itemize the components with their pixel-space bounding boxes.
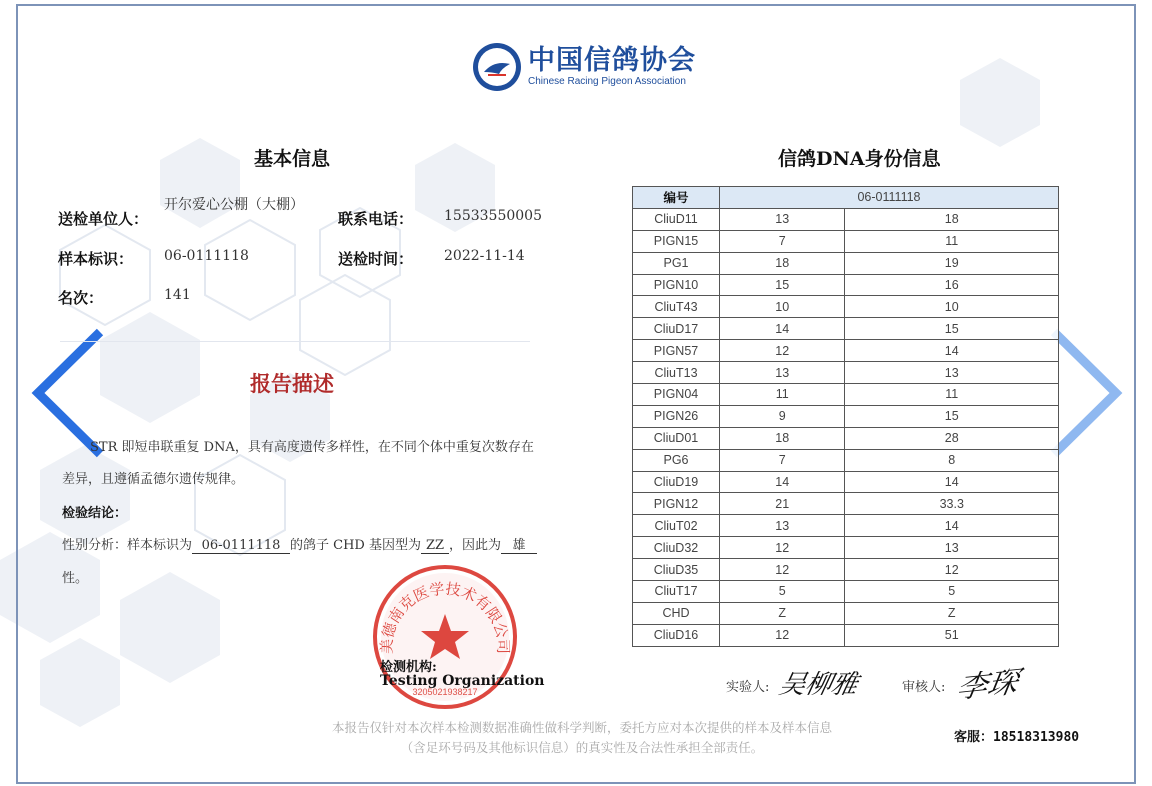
- pigeon-association-emblem-icon: [472, 42, 522, 92]
- locus-cell: CliuD32: [633, 537, 720, 559]
- reviewer-signature: 李琛: [953, 664, 1021, 707]
- allele-1-cell: 13: [720, 515, 845, 537]
- report-description-line2: 差异，且遵循孟德尔遗传规律。: [62, 472, 245, 487]
- locus-cell: PG1: [633, 252, 720, 274]
- table-row: [633, 493, 1059, 515]
- allele-2-cell: 16: [845, 274, 1059, 296]
- submit-date-label: 送检时间：: [338, 250, 414, 268]
- genotype-value: ZZ: [421, 538, 449, 554]
- customer-service-label: 客服：: [954, 730, 994, 745]
- seal-number: 3205021938217: [412, 687, 478, 697]
- allele-1-cell: 13: [720, 362, 845, 384]
- disclaimer-line1: 本报告仅针对本次样本检测数据准确性做科学判断，委托方应对本次提供的样本及样本信息: [331, 720, 832, 735]
- allele-1-cell: 15: [720, 274, 845, 296]
- table-row: [633, 559, 1059, 581]
- report-description-line1: STR 即短串联重复 DNA，具有高度遗传多样性，在不同个体中重复次数存在: [90, 440, 534, 455]
- locus-cell: CHD: [633, 602, 720, 624]
- allele-2-cell: 51: [845, 624, 1059, 646]
- rank-label: 名次：: [58, 289, 104, 307]
- locus-cell: CliuD01: [633, 427, 720, 449]
- section-divider: [60, 341, 530, 342]
- table-row: [633, 274, 1059, 296]
- association-logo: [472, 42, 696, 92]
- table-row: [633, 624, 1059, 646]
- conclusion-label: 检验结论：: [62, 506, 128, 521]
- table-row: [633, 581, 1059, 603]
- sample-id-label: 样本标识：: [58, 250, 134, 268]
- dna-profile-table: [632, 186, 1059, 647]
- customer-service-phone: 18518313980: [993, 730, 1080, 745]
- allele-2-cell: 18: [845, 208, 1059, 230]
- id-value-cell: 06-0111118: [720, 187, 1059, 209]
- sex-analysis: [62, 534, 537, 554]
- allele-1-cell: Z: [720, 602, 845, 624]
- allele-1-cell: 12: [720, 340, 845, 362]
- allele-1-cell: 21: [720, 493, 845, 515]
- sender-value: 开尔爱心公棚（大棚）: [164, 197, 304, 213]
- locus-cell: PIGN26: [633, 405, 720, 427]
- customer-service: [954, 726, 1079, 745]
- tester-signature: 吴柳雅: [776, 670, 861, 700]
- allele-2-cell: 15: [845, 405, 1059, 427]
- allele-2-cell: 5: [845, 581, 1059, 603]
- sex-analysis-middle: 的鸽子 CHD 基因型为: [290, 538, 421, 553]
- allele-1-cell: 14: [720, 471, 845, 493]
- table-row: [633, 208, 1059, 230]
- logo-english-name: Chinese Racing Pigeon Association: [528, 76, 686, 87]
- reviewer-label: 审核人:: [902, 680, 946, 695]
- table-row: [633, 384, 1059, 406]
- allele-1-cell: 13: [720, 208, 845, 230]
- locus-cell: CliuT13: [633, 362, 720, 384]
- phone-label: 联系电话：: [338, 210, 414, 228]
- locus-cell: PIGN04: [633, 384, 720, 406]
- seal-text: 美德南克医学技术有限公司: [377, 579, 513, 655]
- locus-cell: CliuD11: [633, 208, 720, 230]
- table-row: [633, 471, 1059, 493]
- locus-cell: CliuD35: [633, 559, 720, 581]
- basic-info-title: 基本信息: [254, 148, 331, 170]
- sample-id-value: 06-0111118: [164, 248, 249, 264]
- testing-organization-cn: 检测机构:: [380, 660, 437, 675]
- locus-cell: CliuD19: [633, 471, 720, 493]
- allele-2-cell: 33.3: [845, 493, 1059, 515]
- table-header-row: [633, 187, 1059, 209]
- allele-1-cell: 5: [720, 581, 845, 603]
- sex-analysis-end: 性。: [62, 571, 89, 586]
- allele-1-cell: 10: [720, 296, 845, 318]
- table-row: [633, 340, 1059, 362]
- table-row: [633, 449, 1059, 471]
- disclaimer-line2: （含足环号码及其他标识信息）的真实性及合法性承担全部责任。: [400, 740, 764, 755]
- sender-label: 送检单位人：: [58, 210, 149, 228]
- allele-1-cell: 12: [720, 537, 845, 559]
- dna-info-title: 信鸽DNA身份信息: [778, 148, 941, 170]
- locus-cell: PG6: [633, 449, 720, 471]
- allele-2-cell: 15: [845, 318, 1059, 340]
- sex-analysis-middle2: ，因此为: [449, 538, 502, 553]
- allele-2-cell: 13: [845, 362, 1059, 384]
- locus-cell: PIGN12: [633, 493, 720, 515]
- allele-2-cell: 14: [845, 471, 1059, 493]
- sex-analysis-prefix: 性别分析：样本标识为: [62, 538, 193, 553]
- table-row: [633, 427, 1059, 449]
- table-row: [633, 252, 1059, 274]
- locus-cell: CliuT43: [633, 296, 720, 318]
- table-row: [633, 537, 1059, 559]
- phone-value: 15533550005: [444, 208, 542, 224]
- allele-1-cell: 7: [720, 449, 845, 471]
- table-row: [633, 602, 1059, 624]
- table-row: [633, 296, 1059, 318]
- rank-value: 141: [164, 287, 191, 303]
- id-label-cell: 编号: [633, 187, 720, 209]
- sex-result: 雄: [501, 534, 537, 554]
- allele-2-cell: 11: [845, 384, 1059, 406]
- table-row: [633, 405, 1059, 427]
- table-row: [633, 318, 1059, 340]
- table-row: [633, 230, 1059, 252]
- table-row: [633, 515, 1059, 537]
- allele-2-cell: 14: [845, 340, 1059, 362]
- official-seal-icon: [370, 562, 520, 712]
- locus-cell: CliuD16: [633, 624, 720, 646]
- allele-2-cell: 13: [845, 537, 1059, 559]
- table-row: [633, 362, 1059, 384]
- allele-2-cell: Z: [845, 602, 1059, 624]
- allele-2-cell: 10: [845, 296, 1059, 318]
- allele-1-cell: 12: [720, 624, 845, 646]
- locus-cell: PIGN15: [633, 230, 720, 252]
- locus-cell: CliuD17: [633, 318, 720, 340]
- locus-cell: PIGN10: [633, 274, 720, 296]
- locus-cell: CliuT02: [633, 515, 720, 537]
- report-title: 报告描述: [250, 371, 334, 396]
- submit-date-value: 2022-11-14: [444, 248, 525, 264]
- allele-2-cell: 12: [845, 559, 1059, 581]
- allele-1-cell: 9: [720, 405, 845, 427]
- allele-2-cell: 8: [845, 449, 1059, 471]
- allele-1-cell: 14: [720, 318, 845, 340]
- allele-2-cell: 19: [845, 252, 1059, 274]
- allele-1-cell: 7: [720, 230, 845, 252]
- logo-chinese-name: 中国信鸽协会: [528, 45, 696, 76]
- allele-2-cell: 28: [845, 427, 1059, 449]
- allele-1-cell: 11: [720, 384, 845, 406]
- allele-1-cell: 18: [720, 427, 845, 449]
- locus-cell: CliuT17: [633, 581, 720, 603]
- allele-1-cell: 18: [720, 252, 845, 274]
- allele-1-cell: 12: [720, 559, 845, 581]
- testing-organization-en: Testing Organization: [380, 673, 545, 689]
- allele-2-cell: 11: [845, 230, 1059, 252]
- allele-2-cell: 14: [845, 515, 1059, 537]
- locus-cell: PIGN57: [633, 340, 720, 362]
- sex-analysis-sample-id: 06-0111118: [192, 538, 290, 554]
- tester-label: 实验人:: [726, 680, 770, 695]
